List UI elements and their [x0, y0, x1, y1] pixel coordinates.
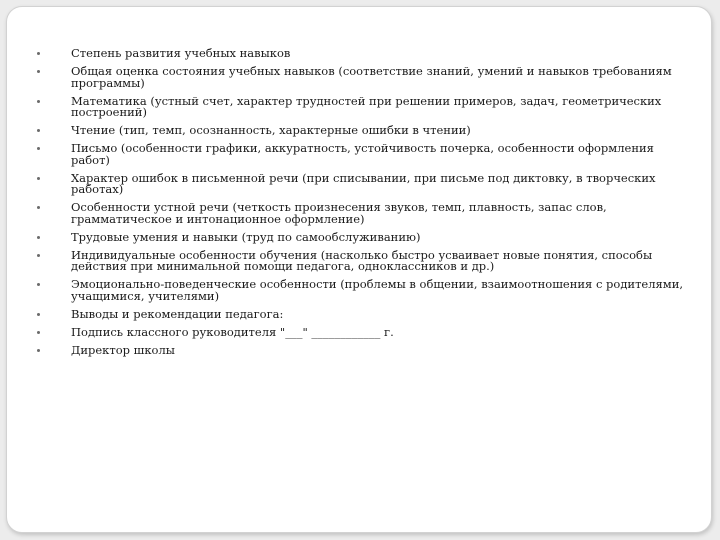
list-item-text: Выводы и рекомендации педагога: — [71, 306, 284, 321]
bullet-dot-icon — [37, 100, 40, 103]
list-item-text: Математика (устный счет, характер трудностей при решении примеров, задач, геометрических построений) — [71, 93, 662, 119]
list-item-text: Чтение (тип, темп, осознанность, характерные ошибки в чтении) — [71, 123, 471, 137]
list-item — [37, 202, 687, 225]
list-item-text: Характер ошибок в письменной речи (при списывании, при письме под диктовку, в творческих работах) — [71, 170, 656, 196]
bullet-dot-icon — [37, 236, 40, 239]
bullet-list — [37, 48, 687, 363]
list-item — [37, 48, 687, 60]
list-item-text: Эмоционально-поведенческие особенности (проблемы в общении, взаимоотношения с родителями, учащимися, учителями) — [71, 277, 684, 303]
list-item — [37, 247, 687, 273]
list-item — [37, 66, 687, 89]
list-item-text: Подпись классного руководителя "___" ____________ г. — [71, 324, 394, 339]
bullet-dot-icon — [37, 206, 40, 209]
bullet-dot-icon — [37, 129, 40, 132]
bullet-dot-icon — [37, 254, 40, 257]
list-item — [37, 170, 687, 196]
list-item-text: Особенности устной речи (четкость произнесения звуков, темп, плавность, запас слов, грамматическое и интонационное оформление) — [71, 200, 607, 226]
bullet-dot-icon — [37, 331, 40, 334]
list-item-text: Общая оценка состояния учебных навыков (соответствие знаний, умений и навыков требованиям программы) — [71, 64, 672, 90]
bullet-dot-icon — [37, 147, 40, 150]
list-item — [37, 324, 687, 339]
list-item — [37, 279, 687, 302]
list-item-text: Индивидуальные особенности обучения (насколько быстро усваивает новые понятия, способы действия при минимальной помощи педагога, одноклассников и др.) — [71, 247, 653, 273]
bullet-dot-icon — [37, 283, 40, 286]
list-item-text: Директор школы — [71, 342, 175, 357]
list-item — [37, 342, 687, 357]
list-item — [37, 93, 687, 119]
bullet-dot-icon — [37, 313, 40, 316]
list-item — [37, 306, 687, 321]
list-item-text: Степень развития учебных навыков — [71, 46, 291, 60]
list-item — [37, 229, 687, 244]
list-item — [37, 143, 687, 166]
slide — [6, 6, 712, 533]
list-item-text: Письмо (особенности графики, аккуратность, устойчивость почерка, особенности оформления работ) — [71, 141, 654, 167]
bullet-dot-icon — [37, 52, 40, 55]
bullet-dot-icon — [37, 177, 40, 180]
list-item — [37, 125, 687, 137]
list-item-text: Трудовые умения и навыки (труд по самообслуживанию) — [71, 229, 421, 244]
bullet-dot-icon — [37, 70, 40, 73]
bullet-dot-icon — [37, 349, 40, 352]
